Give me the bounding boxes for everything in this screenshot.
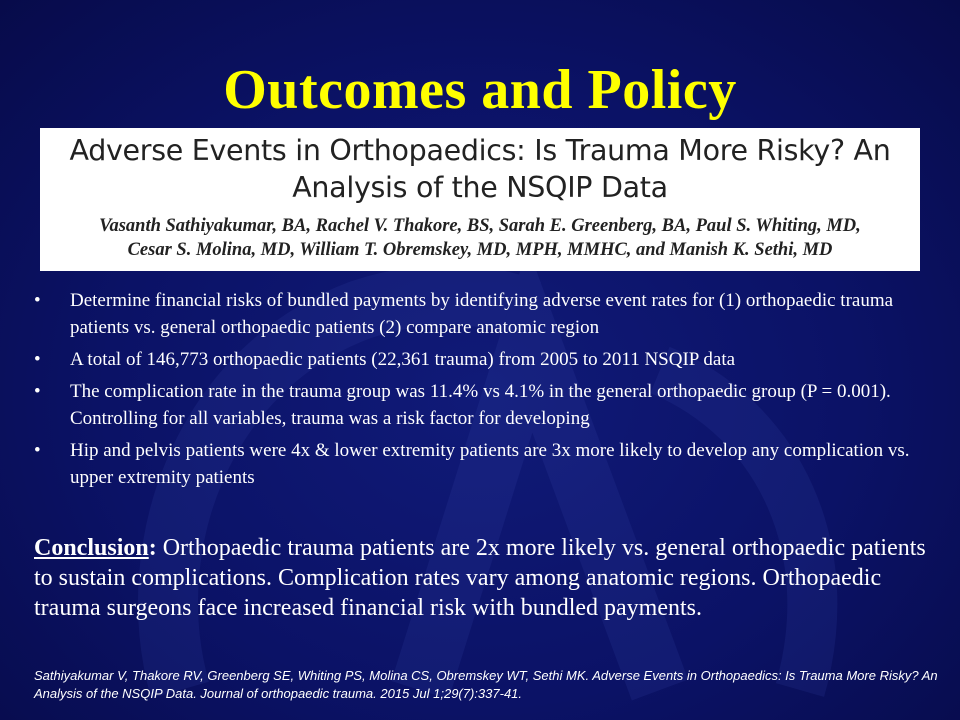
conclusion-paragraph	[34, 533, 944, 623]
conclusion-label: Conclusion	[34, 535, 149, 561]
list-item	[34, 378, 934, 432]
bullet-list	[34, 287, 934, 496]
paper-header-image	[40, 128, 920, 271]
paper-title-line-1: Adverse Events in Orthopaedics: Is Trauma More Risky? An	[69, 134, 891, 167]
list-item	[34, 346, 934, 373]
conclusion-text: Orthopaedic trauma patients are 2x more likely vs. general orthopaedic patients to sustain complications. Complication rates vary among anatomic regions. Orthopaedic trauma surgeons face increased financial risk with bundled payments.	[34, 535, 926, 621]
list-item	[34, 437, 934, 491]
bullet-icon: •	[34, 349, 41, 370]
bullet-icon: •	[34, 290, 41, 311]
conclusion-colon: :	[148, 535, 157, 561]
list-item	[34, 287, 934, 341]
bullet-text: The complication rate in the trauma group was 11.4% vs 4.1% in the general orthopaedic group (P = 0.001). Controlling for all variables, trauma was a risk factor for developing	[70, 381, 891, 429]
paper-title	[40, 132, 920, 206]
bullet-text: Hip and pelvis patients were 4x & lower extremity patients are 3x more likely to develop any complication vs. upper extremity patients	[70, 440, 910, 488]
slide-title: Outcomes and Policy	[223, 59, 737, 121]
bullet-icon: •	[34, 440, 41, 461]
bullet-text: Determine financial risks of bundled payments by identifying adverse event rates for (1) orthopaedic trauma patients vs. general orthopaedic patients (2) compare anatomic region	[70, 290, 894, 338]
paper-title-line-2: Analysis of the NSQIP Data	[292, 171, 668, 204]
citation-text: Sathiyakumar V, Thakore RV, Greenberg SE, Whiting PS, Molina CS, Obremskey WT, Sethi MK. Adverse Events in Orthopaedics: Is Trauma More Risky? An Analysis of the NSQIP Data. Journal of orthopaedic trauma. 2015 Jul 1;29(7):337-41.	[34, 668, 938, 701]
bullet-text: A total of 146,773 orthopaedic patients (22,361 trauma) from 2005 to 2011 NSQIP data	[70, 349, 736, 370]
bullet-icon: •	[34, 381, 41, 402]
paper-authors	[40, 214, 920, 262]
paper-authors-line-1: Vasanth Sathiyakumar, BA, Rachel V. Thakore, BS, Sarah E. Greenberg, BA, Paul S. Whiting, MD,	[99, 216, 861, 236]
paper-authors-line-2: Cesar S. Molina, MD, William T. Obremskey, MD, MPH, MMHC, and Manish K. Sethi, MD	[127, 240, 833, 260]
